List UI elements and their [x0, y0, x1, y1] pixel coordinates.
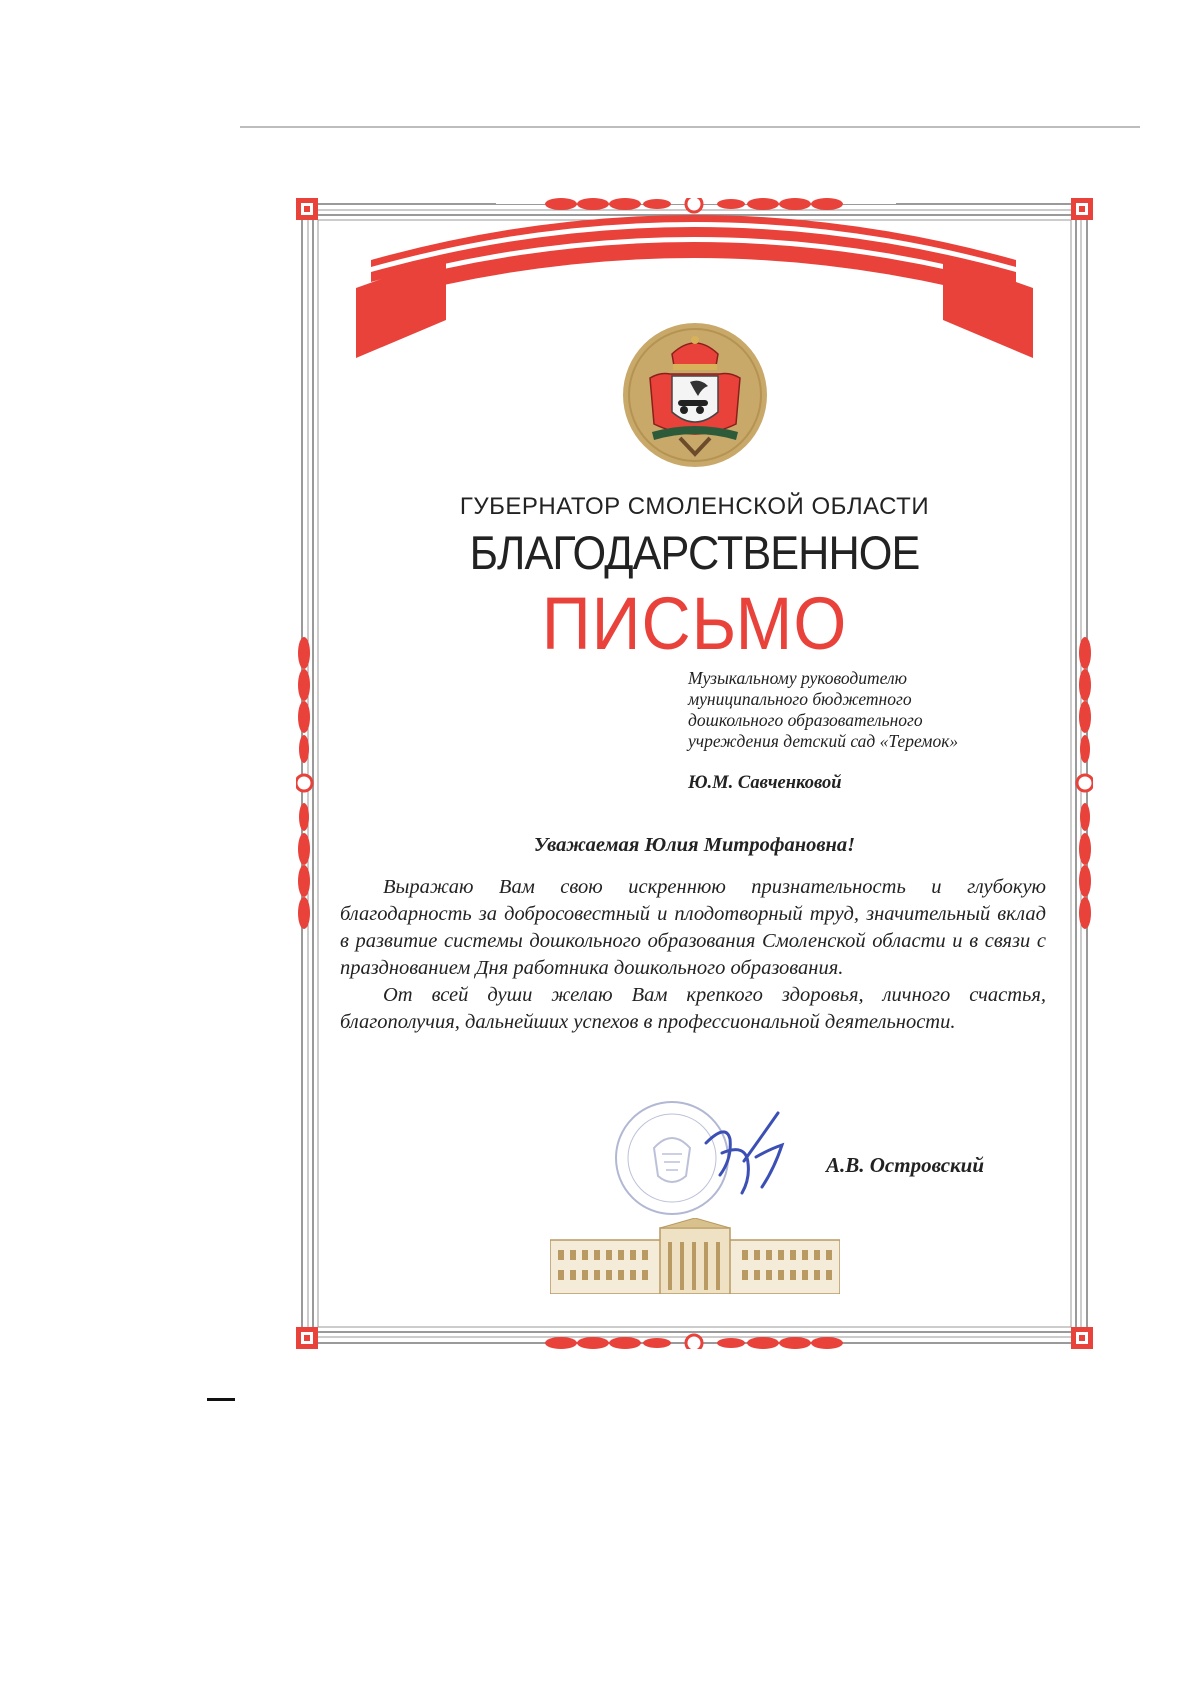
recipient-position: [688, 668, 1048, 752]
letter-paragraph: От всей души желаю Вам крепкого здоровья, личного счастья, благополучия, дальнейших успехов в профессиональной деятельности.: [340, 984, 1046, 1033]
letter-paragraph: Выражаю Вам свою искреннюю признательность и глубокую благодарность за добросовестный и плодотворный труд, значительный вклад в развитие системы дошкольного образования Смоленской области и в связи с празднованием Дня работника дошкольного образования.: [340, 876, 1046, 979]
recipient-line: учреждения детский сад «Теремок»: [688, 731, 959, 751]
scan-margin-dash: [207, 1398, 235, 1401]
recipient-line: дошкольного образовательного: [688, 710, 923, 730]
document-title-line1: БЛАГОДАРСТВЕННОЕ: [469, 526, 920, 579]
recipient-line: Музыкальному руководителю: [688, 668, 907, 688]
recipient-name: Ю.М. Савченковой: [688, 773, 842, 793]
salutation: Уважаемая Юлия Митрофановна!: [533, 834, 856, 856]
recipient-line: муниципального бюджетного: [688, 689, 912, 709]
signature-icon: [686, 1103, 816, 1203]
issuer-title: ГУБЕРНАТОР СМОЛЕНСКОЙ ОБЛАСТИ: [459, 493, 930, 520]
wheat-ornament-icon: [1077, 637, 1093, 929]
smolensk-coat-of-arms-icon: [620, 320, 770, 470]
certificate-sheet: [296, 198, 1093, 1349]
signer-name: А.В. Островский: [826, 1153, 985, 1177]
wheat-ornament-icon: [296, 637, 312, 929]
scan-top-rule: [240, 126, 1140, 128]
letter-body: [340, 874, 1046, 1036]
document-title-line2: ПИСЬМО: [541, 582, 848, 665]
government-building-icon: [550, 1218, 840, 1294]
